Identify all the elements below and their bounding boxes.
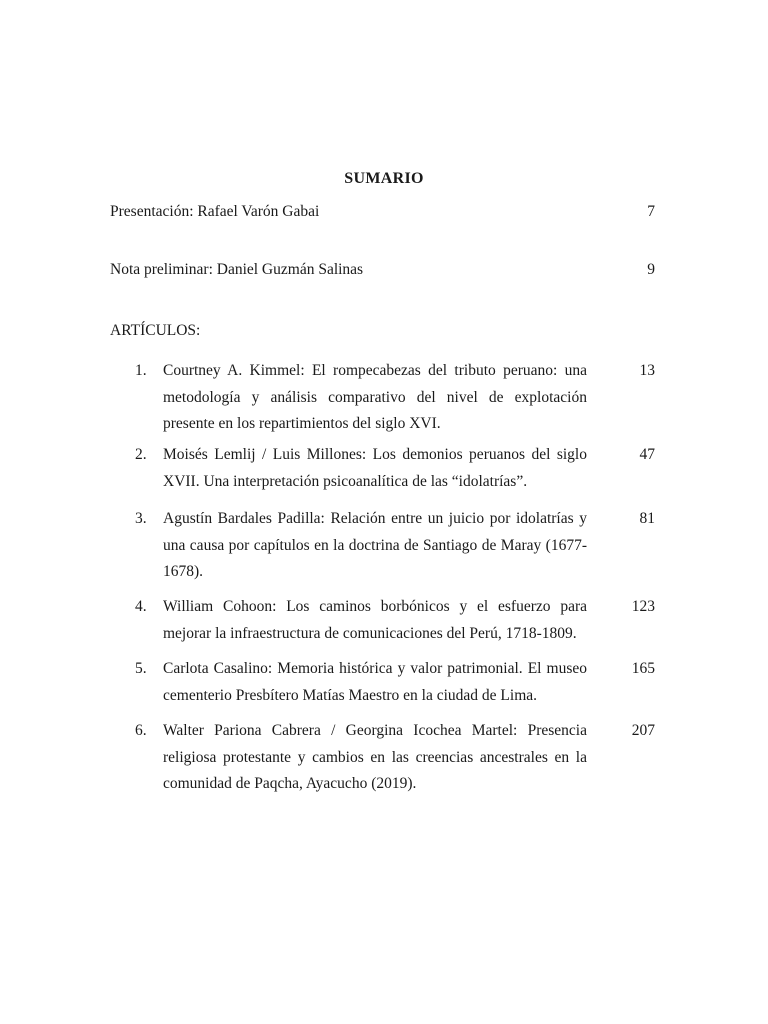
article-number: 4.: [135, 598, 147, 615]
article-number: 1.: [135, 362, 147, 379]
article-page: 123: [631, 598, 655, 615]
toc-entry-page: 7: [647, 203, 655, 220]
article-text: Moisés Lemlij / Luis Millones: Los demonios peruanos del siglo XVII. Una interpretación psicoanalítica de las “idolatrías”.: [163, 446, 587, 490]
toc-entry-presentacion: [110, 201, 655, 223]
article-number: 6.: [135, 722, 147, 739]
article-page: 165: [631, 660, 655, 677]
toc-entry-nota-preliminar: [110, 259, 655, 281]
article-number: 2.: [135, 446, 147, 463]
article-page: 47: [639, 446, 655, 463]
article-page: 13: [639, 362, 655, 379]
article-text: Carlota Casalino: Memoria histórica y valor patrimonial. El museo cementerio Presbítero Matías Maestro en la ciudad de Lima.: [163, 660, 587, 704]
section-heading-articulos: ARTÍCULOS:: [110, 322, 201, 339]
article-page: 81: [639, 510, 655, 527]
article-text: Agustín Bardales Padilla: Relación entre un juicio por idolatrías y una causa por capítulos en la doctrina de Santiago de Maray (1677-1678).: [163, 510, 587, 580]
article-text: William Cohoon: Los caminos borbónicos y el esfuerzo para mejorar la infraestructura de comunicaciones del Perú, 1718-1809.: [163, 598, 587, 642]
article-text: Courtney A. Kimmel: El rompecabezas del tributo peruano: una metodología y análisis comparativo del nivel de explotación presente en los repartimientos del siglo XVI.: [163, 362, 587, 432]
toc-entry-label: Presentación: Rafael Varón Gabai: [110, 203, 320, 220]
page-title: SUMARIO: [344, 170, 424, 187]
toc-entry-page: 9: [647, 261, 655, 278]
article-number: 3.: [135, 510, 147, 527]
article-text: Walter Pariona Cabrera / Georgina Icochea Martel: Presencia religiosa protestante y cambios en las creencias ancestrales en la comunidad de Paqcha, Ayacucho (2019).: [163, 722, 587, 792]
article-number: 5.: [135, 660, 147, 677]
toc-entry-label: Nota preliminar: Daniel Guzmán Salinas: [110, 261, 364, 278]
article-page: 207: [631, 722, 655, 739]
